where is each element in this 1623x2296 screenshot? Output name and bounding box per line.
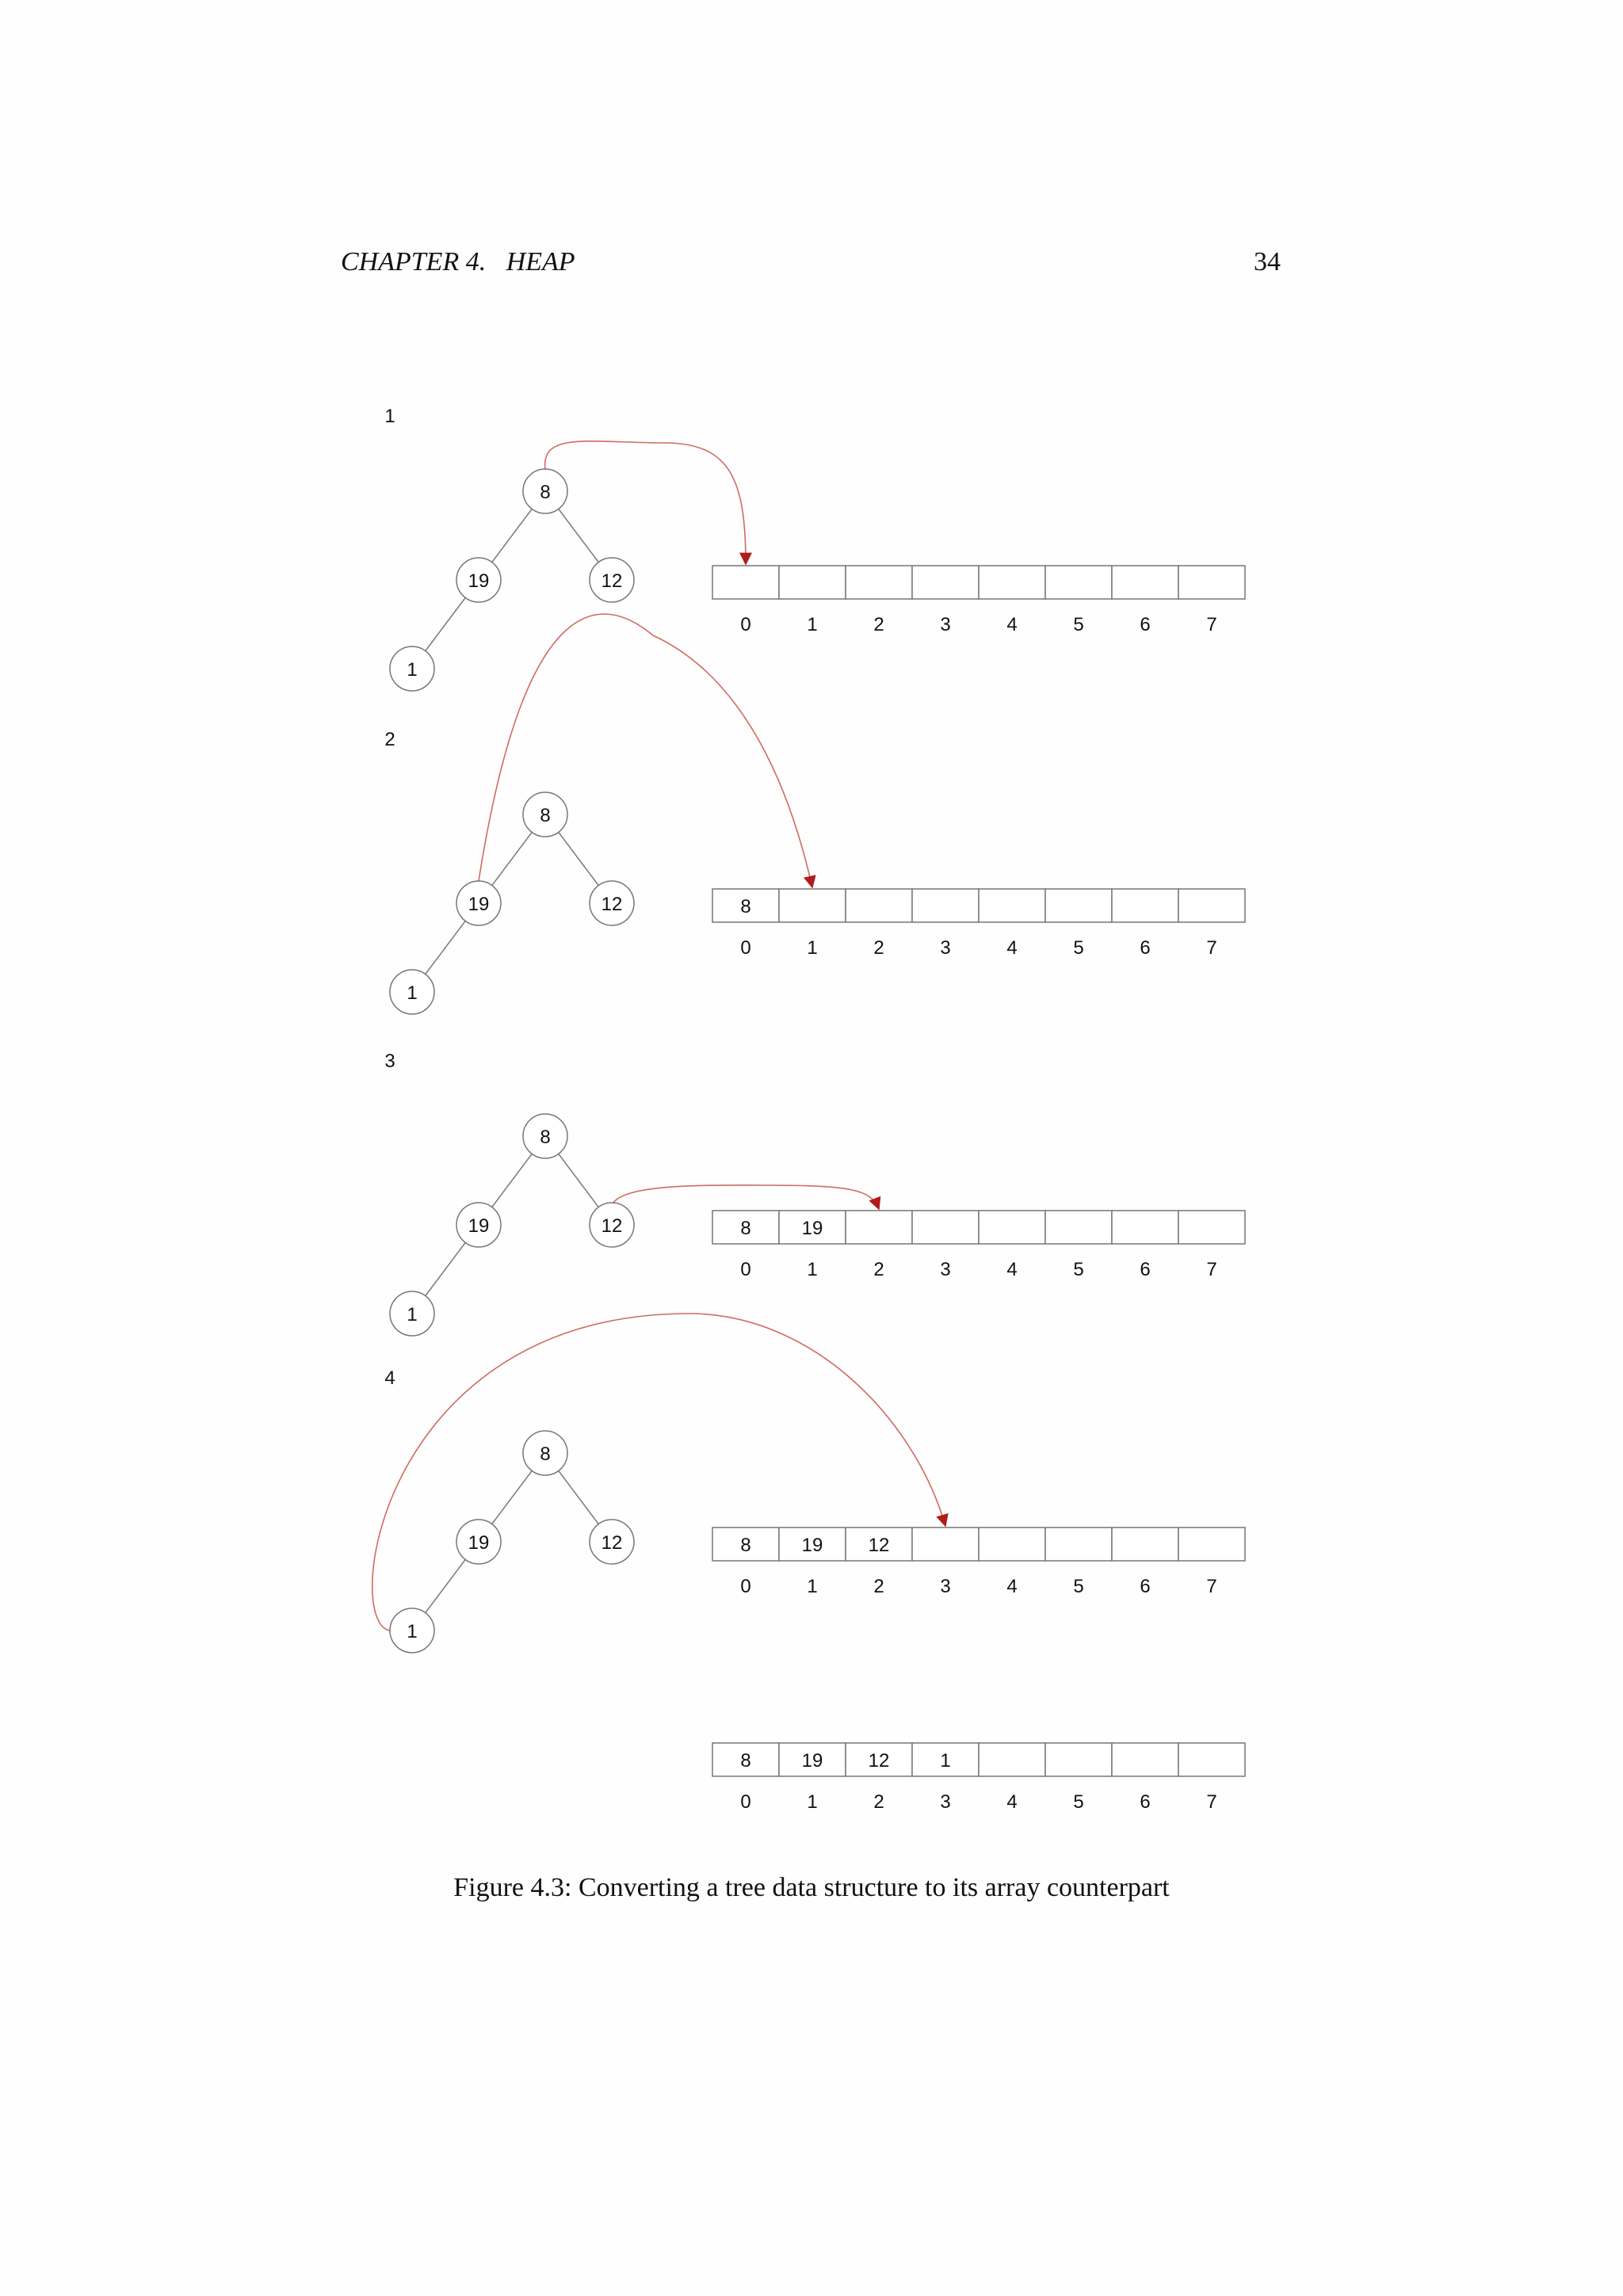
tree-node-value: 1 (407, 1621, 418, 1642)
array-index: 2 (873, 1791, 884, 1813)
array-cell (846, 889, 912, 922)
array (712, 1527, 1245, 1597)
array-index: 7 (1206, 937, 1217, 959)
tree-edge (559, 509, 598, 562)
array-cell-value: 8 (740, 1750, 751, 1772)
array (712, 566, 1245, 635)
array-index: 6 (1140, 937, 1151, 959)
array-index: 5 (1073, 1259, 1084, 1280)
tree-edge (492, 509, 532, 562)
array (712, 889, 1245, 959)
tree-node-value: 12 (601, 1215, 623, 1237)
array-cell (979, 889, 1045, 922)
array-index: 6 (1140, 614, 1151, 635)
array-index: 1 (807, 614, 818, 635)
array-cell (979, 1211, 1045, 1244)
array-index: 4 (1006, 1791, 1018, 1813)
tree-node-value: 1 (407, 659, 418, 681)
array-index: 6 (1140, 1576, 1151, 1597)
array-index: 4 (1006, 1576, 1018, 1597)
tree-node-value: 8 (540, 482, 551, 503)
array (712, 1743, 1245, 1813)
tree-edge (559, 1470, 598, 1524)
array-cell (979, 566, 1045, 599)
copy-arrow (545, 441, 746, 564)
array-cell (912, 566, 979, 599)
array-cell (912, 1211, 979, 1244)
tree-node-value: 19 (468, 570, 490, 592)
conversion-step-3 (384, 1051, 1245, 1336)
array-index: 5 (1073, 937, 1084, 959)
tree-node-value: 1 (407, 982, 418, 1004)
copy-arrow (613, 1185, 879, 1209)
tree-edge (559, 832, 598, 885)
array-index: 1 (807, 1576, 818, 1597)
tree-edge (426, 1559, 465, 1612)
array-index: 7 (1206, 1259, 1217, 1280)
array-cell (979, 1743, 1045, 1776)
array-cell-value: 8 (740, 1535, 751, 1556)
step-number: 2 (384, 729, 395, 750)
array-cell (912, 889, 979, 922)
array-cell-value: 12 (868, 1750, 890, 1772)
array-cell (1178, 566, 1245, 599)
copy-arrow (479, 614, 812, 887)
array-index: 0 (740, 614, 751, 635)
array-index: 0 (740, 1791, 751, 1813)
array-cell-value: 12 (868, 1535, 890, 1556)
binary-tree (390, 469, 634, 691)
figure-caption: Figure 4.3: Converting a tree data structure to its array counterpart (453, 1873, 1170, 1902)
tree-node-value: 8 (540, 1444, 551, 1465)
tree-edge (492, 1470, 532, 1524)
tree-node-value: 19 (468, 1215, 490, 1237)
array-cell-value: 19 (801, 1218, 823, 1239)
array-index: 5 (1073, 1791, 1084, 1813)
array-cell-value: 1 (940, 1750, 951, 1772)
array-index: 3 (940, 1259, 951, 1280)
array-cell (1045, 1211, 1112, 1244)
array-index: 7 (1206, 1576, 1217, 1597)
array-cell (979, 1527, 1045, 1561)
array-cell (779, 889, 846, 922)
array-index: 5 (1073, 1576, 1084, 1597)
array-index: 4 (1006, 937, 1018, 959)
array-index: 2 (873, 1576, 884, 1597)
array-cell (1045, 889, 1112, 922)
array-index: 2 (873, 937, 884, 959)
array-index: 6 (1140, 1791, 1151, 1813)
array-index: 1 (807, 937, 818, 959)
binary-tree (390, 1114, 634, 1336)
array-cell (1045, 566, 1112, 599)
array-cell (1112, 1527, 1178, 1561)
tree-node-value: 1 (407, 1304, 418, 1325)
array-index: 2 (873, 614, 884, 635)
step-number: 4 (384, 1367, 395, 1389)
chapter-title: CHAPTER 4. HEAP (341, 247, 575, 277)
conversion-step-2 (384, 614, 1245, 1014)
tree-node-value: 19 (468, 1532, 490, 1554)
array-cell-value: 8 (740, 1218, 751, 1239)
array-index: 4 (1006, 1259, 1018, 1280)
array-index: 1 (807, 1259, 818, 1280)
step-number: 3 (384, 1051, 395, 1072)
array-cell-value: 19 (801, 1750, 823, 1772)
array-cell (1178, 1743, 1245, 1776)
array-cell (912, 1527, 979, 1561)
tree-edge (426, 597, 465, 650)
step-number: 1 (384, 406, 395, 427)
array-cell-value: 19 (801, 1535, 823, 1556)
page-number: 34 (1254, 247, 1281, 277)
tree-node-value: 12 (601, 1532, 623, 1554)
tree-node-value: 8 (540, 805, 551, 826)
array-cell (1045, 1527, 1112, 1561)
array-index: 4 (1006, 614, 1018, 635)
array-cell (1112, 889, 1178, 922)
array-cell (1112, 1211, 1178, 1244)
tree-edge (492, 1154, 532, 1207)
array-cell (1112, 1743, 1178, 1776)
array-cell (1178, 1211, 1245, 1244)
array-index: 0 (740, 1259, 751, 1280)
tree-edge (426, 1242, 465, 1295)
array-cell (1112, 566, 1178, 599)
array-index: 0 (740, 1576, 751, 1597)
array-index: 0 (740, 937, 751, 959)
array-index: 2 (873, 1259, 884, 1280)
tree-node-value: 19 (468, 894, 490, 915)
array-cell-value: 8 (740, 896, 751, 917)
array-index: 6 (1140, 1259, 1151, 1280)
array-index: 3 (940, 614, 951, 635)
conversion-step-4 (372, 1314, 1245, 1653)
tree-edge (492, 832, 532, 885)
tree-node-value: 8 (540, 1127, 551, 1148)
tree-edge (426, 921, 465, 974)
array-cell (846, 566, 912, 599)
array-index: 7 (1206, 1791, 1217, 1813)
conversion-step-1 (384, 406, 1245, 691)
array-cell (712, 566, 779, 599)
tree-node-value: 12 (601, 894, 623, 915)
array-cell (1045, 1743, 1112, 1776)
tree-edge (559, 1154, 598, 1207)
array-index: 1 (807, 1791, 818, 1813)
array-cell (1178, 889, 1245, 922)
tree-node-value: 12 (601, 570, 623, 592)
array-cell (1178, 1527, 1245, 1561)
array (712, 1211, 1245, 1280)
copy-arrow (372, 1314, 945, 1630)
array-index: 5 (1073, 614, 1084, 635)
array-index: 7 (1206, 614, 1217, 635)
array-cell (779, 566, 846, 599)
final-array (712, 1743, 1245, 1813)
binary-tree (390, 1431, 634, 1653)
array-index: 3 (940, 1791, 951, 1813)
array-index: 3 (940, 1576, 951, 1597)
binary-tree (390, 792, 634, 1014)
array-index: 3 (940, 937, 951, 959)
array-cell (846, 1211, 912, 1244)
